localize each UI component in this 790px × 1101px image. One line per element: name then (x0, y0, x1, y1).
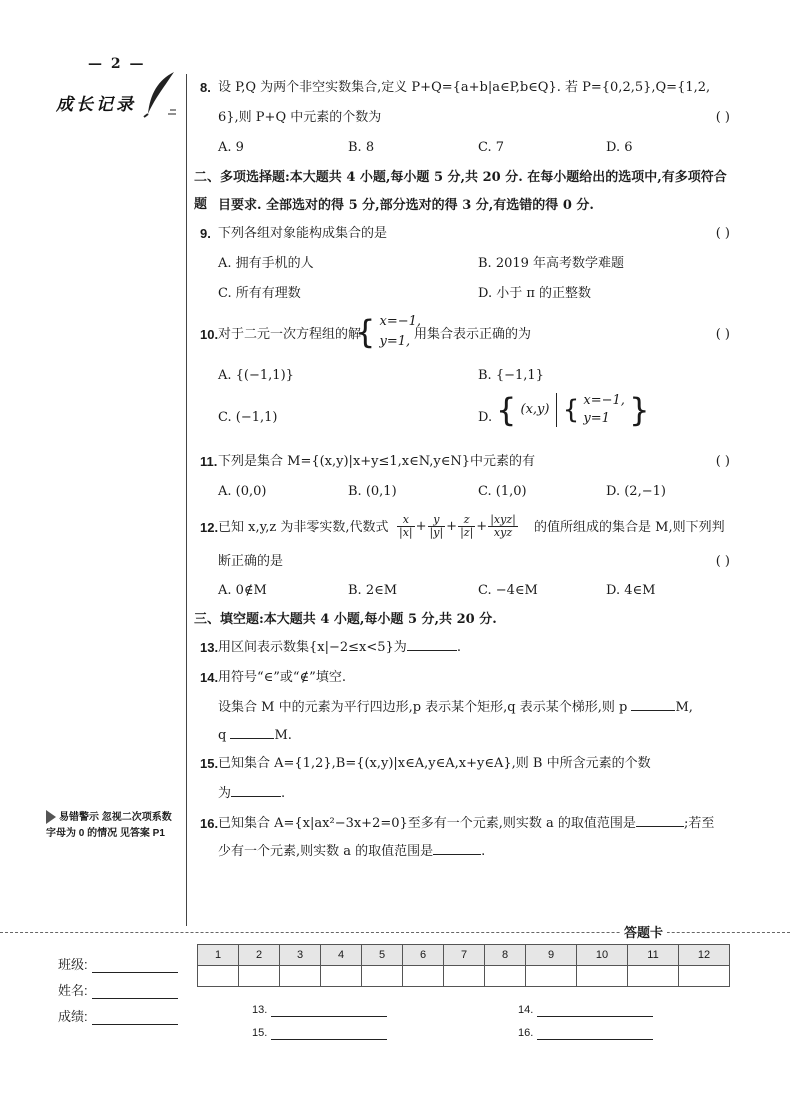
fraction-z: $\frac{z}{|z|}$ (460, 513, 474, 539)
question-number: 12. (200, 520, 219, 535)
question-number: 16. (200, 816, 219, 831)
option-d: D. 4∈M (606, 583, 656, 598)
answer-paren: ( ) (715, 454, 730, 469)
margin-divider (186, 74, 187, 926)
question-10-options-row2 (200, 391, 740, 442)
fraction-y: $\frac{y}{|y|}$ (429, 513, 444, 539)
question-text: 已知集合 A={x|ax²−3x+2=0}至多有一个元素,则实数 a 的取值范围是 ;若至 (218, 816, 715, 831)
blank-15-input[interactable] (271, 1027, 387, 1040)
option-c: C. 7 (478, 140, 505, 155)
column-6: 6 (403, 945, 444, 966)
question-text: 已知集合 A={1,2},B={(x,y)|x∈A,y∈A,x+y∈A},则 B 中所含元素的个数 (218, 756, 651, 771)
fill-blank[interactable] (636, 826, 684, 827)
column-8: 8 (485, 945, 526, 966)
arrow-icon (46, 810, 56, 824)
page-number: — 2 — (88, 56, 146, 72)
question-text-after: 用集合表示正确的为 (414, 327, 532, 342)
answer-paren: ( ) (715, 327, 730, 342)
question-number: 14. (200, 670, 219, 685)
option-b: B. 8 (348, 140, 375, 155)
option-d-set (496, 392, 649, 428)
answer-card-title: 答题卡 (620, 922, 667, 941)
class-field: 班级: (58, 954, 178, 973)
equation-system (355, 312, 421, 352)
question-text-after: 的值所组成的集合是 M,则下列判 (534, 520, 725, 535)
answer-paren: ( ) (715, 226, 730, 241)
column-2: 2 (239, 945, 280, 966)
error-warning-note: 易错警示 忽视二次项系数 字母为 0 的情况 见答案 P1 (46, 812, 172, 839)
answer-paren: ( ) (715, 554, 730, 569)
option-a: A. 0∉M (218, 583, 267, 598)
column-10: 10 (577, 945, 628, 966)
blank-16: 16. (518, 1027, 653, 1040)
fill-blank[interactable] (231, 796, 281, 797)
blank-15: 15. (252, 1027, 387, 1040)
score-field: 成绩: (58, 1006, 178, 1025)
blank-13: 13. (252, 1004, 387, 1017)
question-number: 8. (200, 80, 211, 95)
fraction-xyz: $\frac{\text{|xyz|}}{\text{xyz}}$ (490, 513, 516, 539)
fill-blank[interactable] (631, 710, 675, 711)
score-input[interactable] (92, 1009, 178, 1025)
question-text-cont: 断正确的是 (218, 554, 284, 569)
question-number: 15. (200, 756, 219, 771)
question-text-cont: q M. (218, 728, 292, 743)
question-text: 用区间表示数集{x|−2≤x<5}为 . (218, 640, 461, 655)
blank-14: 14. (518, 1004, 653, 1017)
column-5: 5 (362, 945, 403, 966)
question-number: 10. (200, 327, 219, 342)
left-brace: { (496, 391, 517, 429)
equation-bottom: y=1, (379, 334, 411, 349)
option-d-element: (x,y) (520, 401, 550, 417)
option-c: C. (−1,1) (218, 410, 278, 425)
option-d-bottom: y=1 (583, 411, 610, 426)
column-3: 3 (280, 945, 321, 966)
blank-16-input[interactable] (537, 1027, 653, 1040)
answer-grid (197, 944, 730, 987)
question-text: 设 P,Q 为两个非空实数集合,定义 P+Q={a+b|a∈P,b∈Q}. 若 P={0,2,5},Q={1,2, (218, 80, 711, 95)
option-c: C. (1,0) (478, 484, 527, 499)
option-a: A. 拥有手机的人 (218, 256, 314, 271)
answer-cell-11[interactable] (628, 966, 679, 987)
option-a: A. 9 (218, 140, 244, 155)
answer-cell-7[interactable] (444, 966, 485, 987)
name-input[interactable] (92, 983, 178, 999)
answer-grid-header (198, 945, 730, 966)
option-b: B. {−1,1} (478, 368, 544, 383)
option-a: A. {(−1,1)} (218, 368, 294, 383)
option-c: C. −4∈M (478, 583, 538, 598)
fraction-x: $\frac{x}{|x|}$ (399, 513, 413, 539)
name-field: 姓名: (58, 980, 178, 999)
section-2-heading: 二、多项选择题:本大题共 4 小题,每小题 5 分,共 20 分. 在每小题给出的选项中,有多项符合题 (194, 170, 727, 212)
option-c: C. 所有有理数 (218, 286, 301, 301)
fill-blank[interactable] (433, 854, 481, 855)
question-12 (200, 512, 740, 546)
class-input[interactable] (92, 957, 178, 973)
question-number: 9. (200, 226, 211, 241)
right-brace: } (629, 391, 650, 429)
question-text-cont: 少有一个元素,则实数 a 的取值范围是 . (218, 844, 486, 859)
option-d: D. 小于 π 的正整数 (478, 286, 592, 301)
question-text-cont: 为 . (218, 786, 286, 801)
answer-cell-4[interactable] (321, 966, 362, 987)
feather-quill-icon (140, 70, 180, 118)
question-number: 13. (200, 640, 219, 655)
equation-top: x=−1, (379, 314, 422, 329)
question-text-cont: 6},则 P+Q 中元素的个数为 (218, 110, 382, 125)
answer-paren: ( ) (715, 110, 730, 125)
question-text: 对于二元一次方程组的解 (218, 327, 362, 342)
column-7: 7 (444, 945, 485, 966)
column-12: 12 (679, 945, 730, 966)
answer-cell-10[interactable] (577, 966, 628, 987)
section-2-heading-cont: 目要求. 全部选对的得 5 分,部分选对的得 3 分,有选错的得 0 分. (218, 198, 594, 213)
column-1: 1 (198, 945, 239, 966)
column-4: 4 (321, 945, 362, 966)
question-text: 下列各组对象能构成集合的是 (218, 226, 388, 241)
question-text-cont: 设集合 M 中的元素为平行四边形,p 表示某个矩形,q 表示某个梯形,则 p M, (218, 700, 693, 715)
answer-cell-12[interactable] (679, 966, 730, 987)
left-brace: { (355, 313, 376, 351)
column-9: 9 (526, 945, 577, 966)
algebraic-expression: $\frac{x}{|x|}$ + $\frac{y}{|y|}$ + $\frac{z}{|z|}$ + $\frac{\text{|xyz|}}{\text{xyz}}$ (399, 513, 516, 539)
section-3-heading: 三、填空题:本大题共 4 小题,每小题 5 分,共 20 分. (194, 612, 497, 627)
fill-blank[interactable] (407, 650, 457, 651)
question-10 (200, 312, 740, 358)
option-b: B. 2∈M (348, 583, 398, 598)
answer-grid-row (198, 966, 730, 987)
answer-cell-6[interactable] (403, 966, 444, 987)
question-text: 用符号“∈”或“∉”填空. (218, 670, 346, 685)
cut-line (0, 932, 790, 933)
answer-cell-1[interactable] (198, 966, 239, 987)
answer-cell-9[interactable] (526, 966, 577, 987)
option-d: D. 6 (606, 140, 633, 155)
question-number: 11. (200, 454, 218, 469)
answer-cell-2[interactable] (239, 966, 280, 987)
option-d-top: x=−1, (583, 393, 625, 408)
option-b: B. (0,1) (348, 484, 397, 499)
answer-cell-8[interactable] (485, 966, 526, 987)
question-text: 下列是集合 M={(x,y)|x+y≤1,x∈N,y∈N}中元素的有 (218, 454, 536, 469)
answer-cell-5[interactable] (362, 966, 403, 987)
option-a: A. (0,0) (218, 484, 267, 499)
blank-14-input[interactable] (537, 1004, 653, 1017)
fill-blank[interactable] (230, 738, 274, 739)
option-b: B. 2019 年高考数学难题 (478, 256, 625, 271)
option-d-label: D. (478, 410, 493, 425)
option-d: D. (2,−1) (606, 484, 666, 499)
growth-record-logo: 成长记录 (56, 95, 136, 115)
answer-cell-3[interactable] (280, 966, 321, 987)
inner-brace: { (562, 395, 580, 425)
question-text: 已知 x,y,z 为非零实数,代数式 (218, 520, 389, 535)
blank-13-input[interactable] (271, 1004, 387, 1017)
column-11: 11 (628, 945, 679, 966)
